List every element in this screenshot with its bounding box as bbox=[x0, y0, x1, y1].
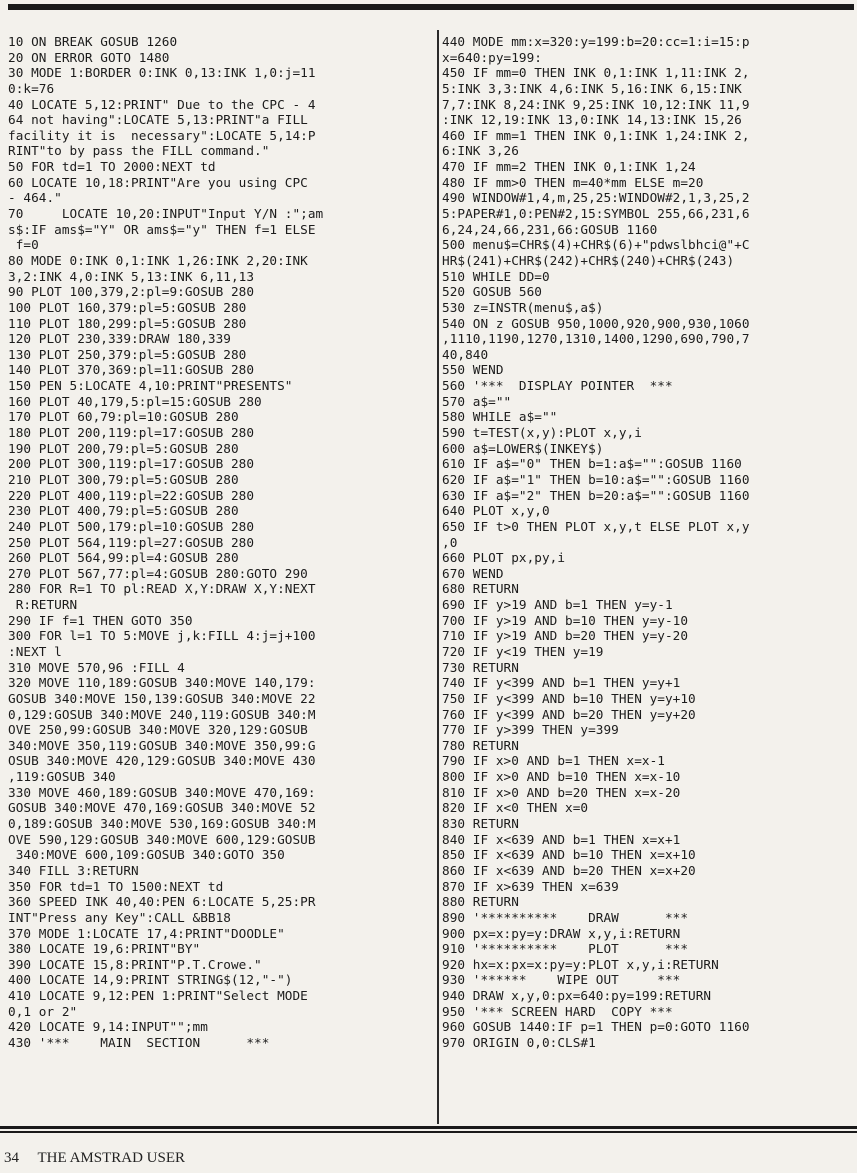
code-line: 260 PLOT 564,99:pl=4:GOSUB 280 bbox=[8, 550, 239, 566]
code-line: 340:MOVE 600,109:GOSUB 340:GOTO 350 bbox=[8, 847, 285, 863]
code-line: 770 IF y>399 THEN y=399 bbox=[442, 722, 619, 738]
code-line: 730 RETURN bbox=[442, 659, 519, 675]
code-line: 830 RETURN bbox=[442, 816, 519, 832]
code-line: 790 IF x>0 AND b=1 THEN x=x-1 bbox=[442, 753, 665, 769]
code-line: 820 IF x<0 THEN x=0 bbox=[442, 800, 589, 816]
code-line: 970 ORIGIN 0,0:CLS#1 bbox=[442, 1035, 596, 1050]
code-line: GOSUB 340:MOVE 470,169:GOSUB 340:MOVE 52 bbox=[8, 800, 316, 816]
code-line: 520 GOSUB 560 bbox=[442, 284, 542, 300]
code-line: 190 PLOT 200,79:pl=5:GOSUB 280 bbox=[8, 440, 239, 456]
code-line: 850 IF x<639 AND b=10 THEN x=x+10 bbox=[442, 847, 696, 863]
code-line: 750 IF y<399 AND b=10 THEN y=y+10 bbox=[442, 690, 696, 706]
code-line: 210 PLOT 300,79:pl=5:GOSUB 280 bbox=[8, 471, 239, 487]
code-line: 950 '*** SCREEN HARD COPY *** bbox=[442, 1003, 673, 1019]
code-line: GOSUB 340:MOVE 150,139:GOSUB 340:MOVE 22 bbox=[8, 690, 316, 706]
code-line: 240 PLOT 500,179:pl=10:GOSUB 280 bbox=[8, 518, 255, 534]
code-line: f=0 bbox=[8, 237, 39, 253]
code-line: 760 IF y<399 AND b=20 THEN y=y+20 bbox=[442, 706, 696, 722]
code-line: 310 MOVE 570,96 :FILL 4 bbox=[8, 659, 185, 675]
code-line: 540 ON z GOSUB 950,1000,920,900,930,1060 bbox=[442, 315, 750, 331]
code-line: 70 LOCATE 10,20:INPUT"Input Y/N :";am bbox=[8, 206, 324, 222]
code-line: R:RETURN bbox=[8, 597, 78, 613]
code-line: 930 '****** WIPE OUT *** bbox=[442, 972, 681, 988]
code-line: 230 PLOT 400,79:pl=5:GOSUB 280 bbox=[8, 503, 239, 519]
code-line: 400 LOCATE 14,9:PRINT STRING$(12,"-") bbox=[8, 972, 293, 988]
code-line: 620 IF a$="1" THEN b=10:a$="":GOSUB 1160 bbox=[442, 471, 750, 487]
code-line: 250 PLOT 564,119:pl=27:GOSUB 280 bbox=[8, 534, 255, 550]
code-line: 3,2:INK 4,0:INK 5,13:INK 6,11,13 bbox=[8, 268, 255, 284]
code-line: 460 IF mm=1 THEN INK 0,1:INK 1,24:INK 2, bbox=[442, 127, 750, 143]
code-line: 860 IF x<639 AND b=20 THEN x=x+20 bbox=[442, 862, 696, 878]
code-line: 380 LOCATE 19,6:PRINT"BY" bbox=[8, 941, 201, 957]
code-line: 300 FOR l=1 TO 5:MOVE j,k:FILL 4:j=j+100 bbox=[8, 628, 316, 644]
code-line: 5:INK 3,3:INK 4,6:INK 5,16:INK 6,15:INK bbox=[442, 80, 742, 96]
code-line: 720 IF y<19 THEN y=19 bbox=[442, 643, 604, 659]
code-line: 650 IF t>0 THEN PLOT x,y,t ELSE PLOT x,y bbox=[442, 518, 750, 534]
code-line: 800 IF x>0 AND b=10 THEN x=x-10 bbox=[442, 769, 681, 785]
code-line: 450 IF mm=0 THEN INK 0,1:INK 1,11:INK 2, bbox=[442, 65, 750, 81]
code-line: 6:INK 3,26 bbox=[442, 143, 519, 159]
code-line: OVE 590,129:GOSUB 340:MOVE 600,129:GOSUB bbox=[8, 831, 316, 847]
code-line: 610 IF a$="0" THEN b=1:a$="":GOSUB 1160 bbox=[442, 456, 742, 472]
code-line: 490 WINDOW#1,4,m,25,25:WINDOW#2,1,3,25,2 bbox=[442, 190, 750, 206]
code-line: 440 MODE mm:x=320:y=199:b=20:cc=1:i=15:p bbox=[442, 34, 750, 49]
code-line: OSUB 340:MOVE 420,129:GOSUB 340:MOVE 430 bbox=[8, 753, 316, 769]
code-line: 150 PEN 5:LOCATE 4,10:PRINT"PRESENTS" bbox=[8, 378, 293, 394]
code-line: 690 IF y>19 AND b=1 THEN y=y-1 bbox=[442, 597, 673, 613]
code-line: 500 menu$=CHR$(4)+CHR$(6)+"pdwslbhci@"+C bbox=[442, 237, 750, 253]
code-line: 140 PLOT 370,369:pl=11:GOSUB 280 bbox=[8, 362, 255, 378]
code-line: 910 '********** PLOT *** bbox=[442, 941, 689, 957]
code-line: 780 RETURN bbox=[442, 737, 519, 753]
code-line: 680 RETURN bbox=[442, 581, 519, 597]
code-line: 130 PLOT 250,379:pl=5:GOSUB 280 bbox=[8, 346, 247, 362]
code-line: 580 WHILE a$="" bbox=[442, 409, 558, 425]
code-line: 320 MOVE 110,189:GOSUB 340:MOVE 140,179: bbox=[8, 675, 316, 691]
code-line: 530 z=INSTR(menu$,a$) bbox=[442, 299, 604, 315]
code-line: 880 RETURN bbox=[442, 894, 519, 910]
code-line: ,0 bbox=[442, 534, 458, 550]
code-line: :NEXT l bbox=[8, 643, 62, 659]
code-line: 890 '********** DRAW *** bbox=[442, 909, 689, 925]
code-line: 430 '*** MAIN SECTION *** bbox=[8, 1035, 270, 1050]
column-divider bbox=[437, 30, 439, 1124]
code-line: 220 PLOT 400,119:pl=22:GOSUB 280 bbox=[8, 487, 255, 503]
code-line: 30 MODE 1:BORDER 0:INK 0,13:INK 1,0:j=11 bbox=[8, 65, 316, 81]
code-line: 810 IF x>0 AND b=20 THEN x=x-20 bbox=[442, 784, 681, 800]
code-line: 80 MODE 0:INK 0,1:INK 1,26:INK 2,20:INK bbox=[8, 252, 308, 268]
code-line: 630 IF a$="2" THEN b=20:a$="":GOSUB 1160 bbox=[442, 487, 750, 503]
code-line: 40,840 bbox=[442, 346, 489, 362]
code-line: 360 SPEED INK 40,40:PEN 6:LOCATE 5,25:PR bbox=[8, 894, 316, 910]
code-line: ,1110,1190,1270,1310,1400,1290,690,790,7 bbox=[442, 331, 750, 347]
code-line: 480 IF mm>0 THEN m=40*mm ELSE m=20 bbox=[442, 174, 704, 190]
code-line: 390 LOCATE 15,8:PRINT"P.T.Crowe." bbox=[8, 956, 262, 972]
code-line: facility it is necessary":LOCATE 5,14:P bbox=[8, 127, 316, 143]
code-line: 180 PLOT 200,119:pl=17:GOSUB 280 bbox=[8, 425, 255, 441]
page-footer bbox=[4, 1150, 185, 1167]
code-line: 710 IF y>19 AND b=20 THEN y=y-20 bbox=[442, 628, 689, 644]
code-line: 120 PLOT 230,339:DRAW 180,339 bbox=[8, 331, 231, 347]
code-line: :INK 12,19:INK 13,0:INK 14,13:INK 15,26 bbox=[442, 112, 742, 128]
code-listing-left-column bbox=[8, 34, 433, 1051]
code-line: 510 WHILE DD=0 bbox=[442, 268, 550, 284]
code-line: 6,24,24,66,231,66:GOSUB 1160 bbox=[442, 221, 658, 237]
code-line: 0,1 or 2" bbox=[8, 1003, 78, 1019]
code-line: 290 IF f=1 THEN GOTO 350 bbox=[8, 612, 193, 628]
code-line: ,119:GOSUB 340 bbox=[8, 769, 116, 785]
publication-name: THE AMSTRAD USER bbox=[37, 1150, 186, 1166]
code-line: 0,129:GOSUB 340:MOVE 240,119:GOSUB 340:M bbox=[8, 706, 316, 722]
bottom-rule bbox=[0, 1126, 857, 1133]
code-line: 110 PLOT 180,299:pl=5:GOSUB 280 bbox=[8, 315, 247, 331]
code-line: 20 ON ERROR GOTO 1480 bbox=[8, 49, 170, 65]
code-line: 340:MOVE 350,119:GOSUB 340:MOVE 350,99:G bbox=[8, 737, 316, 753]
code-line: 0:k=76 bbox=[8, 80, 55, 96]
code-line: 670 WEND bbox=[442, 565, 504, 581]
code-line: 270 PLOT 567,77:pl=4:GOSUB 280:GOTO 290 bbox=[8, 565, 308, 581]
code-line: 700 IF y>19 AND b=10 THEN y=y-10 bbox=[442, 612, 689, 628]
code-line: x=640:py=199: bbox=[442, 49, 542, 65]
code-line: 900 px=x:py=y:DRAW x,y,i:RETURN bbox=[442, 925, 681, 941]
code-line: 200 PLOT 300,119:pl=17:GOSUB 280 bbox=[8, 456, 255, 472]
code-line: 550 WEND bbox=[442, 362, 504, 378]
code-line: 90 PLOT 100,379,2:pl=9:GOSUB 280 bbox=[8, 284, 255, 300]
page-number: 34 bbox=[4, 1150, 19, 1166]
code-line: 40 LOCATE 5,12:PRINT" Due to the CPC - 4 bbox=[8, 96, 316, 112]
code-line: 7,7:INK 8,24:INK 9,25:INK 10,12:INK 11,9 bbox=[442, 96, 750, 112]
code-line: 60 LOCATE 10,18:PRINT"Are you using CPC bbox=[8, 174, 308, 190]
code-line: 470 IF mm=2 THEN INK 0,1:INK 1,24 bbox=[442, 159, 696, 175]
code-line: 660 PLOT px,py,i bbox=[442, 550, 566, 566]
code-line: 960 GOSUB 1440:IF p=1 THEN p=0:GOTO 1160 bbox=[442, 1019, 750, 1035]
code-line: 10 ON BREAK GOSUB 1260 bbox=[8, 34, 178, 49]
code-line: 420 LOCATE 9,14:INPUT"";mm bbox=[8, 1019, 208, 1035]
code-line: 600 a$=LOWER$(INKEY$) bbox=[442, 440, 604, 456]
code-line: 100 PLOT 160,379:pl=5:GOSUB 280 bbox=[8, 299, 247, 315]
code-line: 170 PLOT 60,79:pl=10:GOSUB 280 bbox=[8, 409, 239, 425]
code-line: 920 hx=x:px=x:py=y:PLOT x,y,i:RETURN bbox=[442, 956, 719, 972]
code-line: 160 PLOT 40,179,5:pl=15:GOSUB 280 bbox=[8, 393, 262, 409]
code-line: 840 IF x<639 AND b=1 THEN x=x+1 bbox=[442, 831, 681, 847]
code-line: 64 not having":LOCATE 5,13:PRINT"a FILL bbox=[8, 112, 308, 128]
code-line: HR$(241)+CHR$(242)+CHR$(240)+CHR$(243) bbox=[442, 252, 735, 268]
code-line: 940 DRAW x,y,0:px=640:py=199:RETURN bbox=[442, 988, 712, 1004]
code-line: - 464." bbox=[8, 190, 62, 206]
code-line: 0,189:GOSUB 340:MOVE 530,169:GOSUB 340:M bbox=[8, 816, 316, 832]
code-listing-right-column bbox=[442, 34, 855, 1051]
code-line: 5:PAPER#1,0:PEN#2,15:SYMBOL 255,66,231,6 bbox=[442, 206, 750, 222]
code-line: 370 MODE 1:LOCATE 17,4:PRINT"DOODLE" bbox=[8, 925, 285, 941]
code-line: 740 IF y<399 AND b=1 THEN y=y+1 bbox=[442, 675, 681, 691]
code-line: 350 FOR td=1 TO 1500:NEXT td bbox=[8, 878, 224, 894]
code-line: 590 t=TEST(x,y):PLOT x,y,i bbox=[442, 425, 642, 441]
code-line: 410 LOCATE 9,12:PEN 1:PRINT"Select MODE bbox=[8, 988, 308, 1004]
code-line: 640 PLOT x,y,0 bbox=[442, 503, 550, 519]
top-rule bbox=[8, 4, 854, 10]
code-line: OVE 250,99:GOSUB 340:MOVE 320,129:GOSUB bbox=[8, 722, 308, 738]
code-line: 340 FILL 3:RETURN bbox=[8, 862, 139, 878]
code-line: INT"Press any Key":CALL &BB18 bbox=[8, 909, 231, 925]
code-line: 330 MOVE 460,189:GOSUB 340:MOVE 470,169: bbox=[8, 784, 316, 800]
code-line: 280 FOR R=1 TO pl:READ X,Y:DRAW X,Y:NEXT bbox=[8, 581, 316, 597]
code-line: 50 FOR td=1 TO 2000:NEXT td bbox=[8, 159, 216, 175]
code-line: 560 '*** DISPLAY POINTER *** bbox=[442, 378, 673, 394]
code-line: 870 IF x>639 THEN x=639 bbox=[442, 878, 619, 894]
code-line: 570 a$="" bbox=[442, 393, 512, 409]
code-line: RINT"to by pass the FILL command." bbox=[8, 143, 270, 159]
code-line: s$:IF ams$="Y" OR ams$="y" THEN f=1 ELSE bbox=[8, 221, 316, 237]
